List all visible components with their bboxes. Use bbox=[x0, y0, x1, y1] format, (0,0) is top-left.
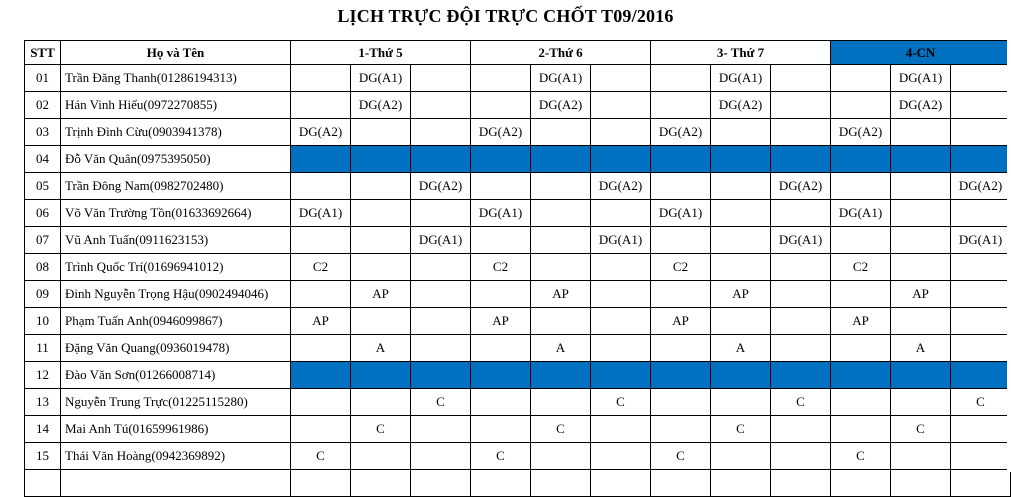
duty-cell[interactable] bbox=[651, 227, 711, 254]
duty-cell[interactable] bbox=[711, 308, 771, 335]
duty-cell[interactable] bbox=[411, 254, 471, 281]
row-stt[interactable]: 01 bbox=[25, 65, 61, 92]
duty-cell[interactable] bbox=[351, 146, 411, 173]
duty-cell[interactable] bbox=[471, 281, 531, 308]
duty-cell[interactable] bbox=[351, 308, 411, 335]
duty-cell[interactable] bbox=[411, 308, 471, 335]
row-stt[interactable] bbox=[25, 470, 61, 497]
duty-cell[interactable] bbox=[951, 443, 1011, 470]
row-name[interactable]: Mai Anh Tú(01659961986) bbox=[61, 416, 291, 443]
duty-cell[interactable]: DG(A2) bbox=[351, 92, 411, 119]
duty-cell[interactable]: DG(A2) bbox=[471, 119, 531, 146]
duty-cell[interactable] bbox=[591, 92, 651, 119]
duty-cell[interactable] bbox=[351, 443, 411, 470]
duty-cell[interactable] bbox=[591, 119, 651, 146]
duty-cell[interactable] bbox=[531, 443, 591, 470]
row-name[interactable]: Phạm Tuấn Anh(0946099867) bbox=[61, 308, 291, 335]
duty-cell[interactable]: DG(A1) bbox=[771, 227, 831, 254]
duty-schedule-table bbox=[24, 40, 1011, 497]
row-name[interactable]: Trần Đăng Thanh(01286194313) bbox=[61, 65, 291, 92]
duty-cell[interactable] bbox=[471, 92, 531, 119]
duty-cell[interactable]: DG(A1) bbox=[591, 227, 651, 254]
row-stt[interactable]: 14 bbox=[25, 416, 61, 443]
duty-cell[interactable]: C bbox=[471, 443, 531, 470]
row-name[interactable]: Thái Văn Hoàng(0942369892) bbox=[61, 443, 291, 470]
row-name[interactable]: Nguyễn Trung Trực(01225115280) bbox=[61, 389, 291, 416]
header-day-3[interactable]: 3- Thứ 7 bbox=[651, 41, 831, 65]
duty-cell[interactable] bbox=[291, 227, 351, 254]
row-stt[interactable]: 05 bbox=[25, 173, 61, 200]
duty-cell[interactable] bbox=[591, 254, 651, 281]
header-stt[interactable]: STT bbox=[25, 41, 61, 65]
duty-cell[interactable] bbox=[651, 470, 711, 497]
duty-cell[interactable]: AP bbox=[291, 308, 351, 335]
duty-cell[interactable] bbox=[351, 119, 411, 146]
duty-cell[interactable] bbox=[591, 281, 651, 308]
duty-cell[interactable] bbox=[411, 470, 471, 497]
duty-cell[interactable]: AP bbox=[711, 281, 771, 308]
table-row bbox=[25, 416, 1011, 443]
duty-cell[interactable] bbox=[351, 173, 411, 200]
duty-cell[interactable]: DG(A2) bbox=[771, 173, 831, 200]
page-title: LỊCH TRỰC ĐỘI TRỰC CHỐT T09/2016 bbox=[337, 6, 674, 26]
duty-cell[interactable] bbox=[291, 389, 351, 416]
header-day-4[interactable]: 4-CN bbox=[831, 41, 1011, 65]
duty-cell[interactable] bbox=[351, 200, 411, 227]
duty-cell[interactable] bbox=[411, 362, 471, 389]
table-row bbox=[25, 281, 1011, 308]
duty-cell[interactable] bbox=[711, 443, 771, 470]
duty-cell[interactable] bbox=[891, 227, 951, 254]
duty-cell[interactable] bbox=[651, 335, 711, 362]
duty-cell[interactable] bbox=[831, 470, 891, 497]
duty-cell[interactable]: C bbox=[951, 389, 1011, 416]
table-row bbox=[25, 254, 1011, 281]
duty-cell[interactable] bbox=[831, 227, 891, 254]
duty-cell[interactable] bbox=[891, 146, 951, 173]
row-stt[interactable]: 06 bbox=[25, 200, 61, 227]
duty-cell[interactable]: DG(A1) bbox=[711, 65, 771, 92]
duty-cell[interactable] bbox=[831, 362, 891, 389]
duty-cell[interactable]: AP bbox=[831, 308, 891, 335]
duty-cell[interactable] bbox=[891, 173, 951, 200]
duty-cell[interactable] bbox=[831, 65, 891, 92]
duty-cell[interactable] bbox=[351, 389, 411, 416]
duty-cell[interactable] bbox=[591, 335, 651, 362]
table-row bbox=[25, 389, 1011, 416]
duty-cell[interactable] bbox=[411, 119, 471, 146]
duty-cell[interactable]: C bbox=[411, 389, 471, 416]
duty-cell[interactable]: C bbox=[591, 389, 651, 416]
row-stt[interactable]: 15 bbox=[25, 443, 61, 470]
duty-cell[interactable] bbox=[351, 470, 411, 497]
duty-cell[interactable] bbox=[471, 362, 531, 389]
duty-cell[interactable] bbox=[591, 470, 651, 497]
table-row bbox=[25, 362, 1011, 389]
duty-cell[interactable]: DG(A1) bbox=[651, 200, 711, 227]
duty-cell[interactable]: C bbox=[351, 416, 411, 443]
duty-cell[interactable] bbox=[711, 254, 771, 281]
header-name[interactable]: Họ và Tên bbox=[61, 41, 291, 65]
duty-cell[interactable] bbox=[771, 335, 831, 362]
row-name[interactable]: Trình Quốc Trí(01696941012) bbox=[61, 254, 291, 281]
duty-cell[interactable] bbox=[831, 92, 891, 119]
duty-cell[interactable] bbox=[831, 335, 891, 362]
duty-cell[interactable]: C2 bbox=[291, 254, 351, 281]
duty-cell[interactable]: DG(A2) bbox=[591, 173, 651, 200]
duty-cell[interactable] bbox=[771, 65, 831, 92]
duty-cell[interactable]: C bbox=[891, 416, 951, 443]
duty-cell[interactable]: A bbox=[891, 335, 951, 362]
table-row bbox=[25, 65, 1011, 92]
table-row bbox=[25, 92, 1011, 119]
duty-cell[interactable] bbox=[351, 254, 411, 281]
duty-cell[interactable] bbox=[471, 173, 531, 200]
duty-cell[interactable]: C bbox=[531, 416, 591, 443]
duty-cell[interactable] bbox=[471, 470, 531, 497]
clip-edge bbox=[1007, 40, 1011, 472]
duty-cell[interactable] bbox=[411, 443, 471, 470]
duty-cell[interactable] bbox=[951, 254, 1011, 281]
table-row bbox=[25, 470, 1011, 497]
duty-cell[interactable]: AP bbox=[531, 281, 591, 308]
duty-cell[interactable] bbox=[771, 254, 831, 281]
duty-cell[interactable]: C2 bbox=[651, 254, 711, 281]
table-row bbox=[25, 173, 1011, 200]
row-stt[interactable]: 09 bbox=[25, 281, 61, 308]
table-row bbox=[25, 200, 1011, 227]
duty-cell[interactable] bbox=[531, 389, 591, 416]
duty-cell[interactable] bbox=[831, 281, 891, 308]
duty-cell[interactable] bbox=[591, 200, 651, 227]
duty-cell[interactable] bbox=[891, 119, 951, 146]
duty-cell[interactable]: A bbox=[711, 335, 771, 362]
duty-cell[interactable]: C bbox=[771, 389, 831, 416]
duty-cell[interactable]: C bbox=[711, 416, 771, 443]
duty-cell[interactable] bbox=[531, 119, 591, 146]
duty-cell[interactable] bbox=[291, 65, 351, 92]
duty-cell[interactable]: DG(A2) bbox=[711, 92, 771, 119]
duty-cell[interactable] bbox=[471, 416, 531, 443]
row-stt[interactable]: 13 bbox=[25, 389, 61, 416]
table-row bbox=[25, 119, 1011, 146]
duty-cell[interactable]: DG(A1) bbox=[471, 200, 531, 227]
duty-cell[interactable] bbox=[711, 119, 771, 146]
duty-cell[interactable] bbox=[411, 281, 471, 308]
duty-cell[interactable]: DG(A1) bbox=[351, 65, 411, 92]
duty-cell[interactable] bbox=[771, 308, 831, 335]
duty-cell[interactable] bbox=[591, 362, 651, 389]
row-name[interactable]: Đinh Nguyễn Trọng Hậu(0902494046) bbox=[61, 281, 291, 308]
duty-cell[interactable] bbox=[591, 416, 651, 443]
duty-cell[interactable] bbox=[951, 308, 1011, 335]
duty-cell[interactable] bbox=[951, 65, 1011, 92]
duty-cell[interactable] bbox=[411, 92, 471, 119]
duty-cell[interactable] bbox=[891, 443, 951, 470]
row-name[interactable]: Võ Văn Trường Tồn(01633692664) bbox=[61, 200, 291, 227]
duty-cell[interactable] bbox=[651, 65, 711, 92]
table-row bbox=[25, 308, 1011, 335]
duty-cell[interactable]: C bbox=[831, 443, 891, 470]
duty-cell[interactable] bbox=[951, 335, 1011, 362]
duty-cell[interactable] bbox=[411, 146, 471, 173]
table-row bbox=[25, 335, 1011, 362]
row-stt[interactable]: 10 bbox=[25, 308, 61, 335]
duty-cell[interactable] bbox=[771, 119, 831, 146]
duty-cell[interactable] bbox=[831, 389, 891, 416]
duty-cell[interactable] bbox=[531, 146, 591, 173]
duty-cell[interactable] bbox=[711, 173, 771, 200]
duty-cell[interactable]: DG(A2) bbox=[291, 119, 351, 146]
row-stt[interactable]: 11 bbox=[25, 335, 61, 362]
duty-cell[interactable] bbox=[771, 443, 831, 470]
duty-cell[interactable] bbox=[891, 362, 951, 389]
duty-cell[interactable] bbox=[471, 227, 531, 254]
row-name[interactable]: Đặng Văn Quang(0936019478) bbox=[61, 335, 291, 362]
duty-cell[interactable] bbox=[531, 254, 591, 281]
duty-cell[interactable] bbox=[711, 227, 771, 254]
duty-cell[interactable] bbox=[711, 470, 771, 497]
duty-cell[interactable] bbox=[651, 416, 711, 443]
duty-cell[interactable] bbox=[351, 362, 411, 389]
duty-cell[interactable] bbox=[951, 200, 1011, 227]
duty-cell[interactable] bbox=[891, 200, 951, 227]
duty-cell[interactable]: DG(A1) bbox=[291, 200, 351, 227]
duty-cell[interactable]: DG(A2) bbox=[891, 92, 951, 119]
duty-cell[interactable] bbox=[411, 65, 471, 92]
duty-cell[interactable]: DG(A2) bbox=[411, 173, 471, 200]
row-stt[interactable]: 02 bbox=[25, 92, 61, 119]
duty-cell[interactable]: A bbox=[351, 335, 411, 362]
duty-cell[interactable] bbox=[951, 92, 1011, 119]
duty-cell[interactable] bbox=[831, 146, 891, 173]
duty-cell[interactable] bbox=[831, 416, 891, 443]
duty-cell[interactable]: DG(A1) bbox=[831, 200, 891, 227]
duty-cell[interactable] bbox=[891, 389, 951, 416]
header-row bbox=[25, 41, 1011, 65]
row-stt[interactable]: 03 bbox=[25, 119, 61, 146]
duty-cell[interactable] bbox=[531, 470, 591, 497]
duty-cell[interactable] bbox=[591, 308, 651, 335]
duty-cell[interactable]: C2 bbox=[831, 254, 891, 281]
duty-cell[interactable] bbox=[591, 65, 651, 92]
row-name[interactable]: Hán Vinh Hiếu(0972270855) bbox=[61, 92, 291, 119]
duty-cell[interactable]: DG(A2) bbox=[651, 119, 711, 146]
duty-cell[interactable] bbox=[771, 200, 831, 227]
duty-cell[interactable]: AP bbox=[651, 308, 711, 335]
duty-cell[interactable] bbox=[471, 146, 531, 173]
duty-cell[interactable] bbox=[771, 416, 831, 443]
duty-cell[interactable]: C bbox=[651, 443, 711, 470]
duty-cell[interactable] bbox=[651, 389, 711, 416]
duty-cell[interactable]: A bbox=[531, 335, 591, 362]
duty-cell[interactable] bbox=[411, 416, 471, 443]
duty-cell[interactable]: AP bbox=[471, 308, 531, 335]
duty-cell[interactable] bbox=[891, 254, 951, 281]
duty-cell[interactable] bbox=[471, 65, 531, 92]
duty-cell[interactable] bbox=[771, 146, 831, 173]
duty-cell[interactable] bbox=[951, 362, 1011, 389]
duty-cell[interactable]: DG(A1) bbox=[531, 65, 591, 92]
row-stt[interactable]: 08 bbox=[25, 254, 61, 281]
duty-cell[interactable] bbox=[951, 281, 1011, 308]
duty-cell[interactable]: DG(A2) bbox=[531, 92, 591, 119]
duty-cell[interactable] bbox=[531, 173, 591, 200]
duty-cell[interactable] bbox=[291, 362, 351, 389]
duty-cell[interactable] bbox=[591, 146, 651, 173]
duty-cell[interactable] bbox=[291, 335, 351, 362]
duty-cell[interactable] bbox=[891, 470, 951, 497]
duty-cell[interactable]: DG(A2) bbox=[831, 119, 891, 146]
duty-cell[interactable] bbox=[651, 92, 711, 119]
duty-cell[interactable] bbox=[351, 227, 411, 254]
duty-cell[interactable] bbox=[411, 335, 471, 362]
duty-cell[interactable] bbox=[651, 362, 711, 389]
row-name[interactable] bbox=[61, 470, 291, 497]
duty-cell[interactable]: DG(A1) bbox=[951, 227, 1011, 254]
header-day-1[interactable]: 1-Thứ 5 bbox=[291, 41, 471, 65]
table-row bbox=[25, 227, 1011, 254]
duty-cell[interactable] bbox=[711, 389, 771, 416]
duty-cell[interactable] bbox=[531, 308, 591, 335]
duty-cell[interactable] bbox=[291, 92, 351, 119]
duty-cell[interactable] bbox=[651, 281, 711, 308]
duty-cell[interactable] bbox=[291, 416, 351, 443]
row-stt[interactable]: 04 bbox=[25, 146, 61, 173]
duty-cell[interactable]: DG(A2) bbox=[951, 173, 1011, 200]
duty-cell[interactable] bbox=[951, 470, 1011, 497]
duty-cell[interactable] bbox=[771, 92, 831, 119]
row-name[interactable]: Trịnh Đình Cừu(0903941378) bbox=[61, 119, 291, 146]
duty-cell[interactable] bbox=[771, 362, 831, 389]
duty-cell[interactable] bbox=[591, 443, 651, 470]
duty-cell[interactable] bbox=[531, 362, 591, 389]
duty-cell[interactable]: DG(A1) bbox=[891, 65, 951, 92]
duty-cell[interactable] bbox=[291, 146, 351, 173]
duty-cell[interactable] bbox=[531, 227, 591, 254]
duty-cell[interactable] bbox=[711, 146, 771, 173]
duty-cell[interactable] bbox=[291, 173, 351, 200]
duty-cell[interactable] bbox=[891, 308, 951, 335]
row-stt[interactable]: 12 bbox=[25, 362, 61, 389]
duty-cell[interactable] bbox=[951, 146, 1011, 173]
duty-cell[interactable] bbox=[651, 146, 711, 173]
row-name[interactable]: Đào Văn Sơn(01266008714) bbox=[61, 362, 291, 389]
table-row bbox=[25, 443, 1011, 470]
row-name[interactable]: Đỗ Văn Quân(0975395050) bbox=[61, 146, 291, 173]
duty-cell[interactable] bbox=[951, 416, 1011, 443]
duty-cell[interactable] bbox=[711, 200, 771, 227]
duty-cell[interactable] bbox=[471, 389, 531, 416]
duty-cell[interactable] bbox=[291, 470, 351, 497]
duty-cell[interactable] bbox=[771, 281, 831, 308]
duty-cell[interactable]: C2 bbox=[471, 254, 531, 281]
duty-cell[interactable]: AP bbox=[891, 281, 951, 308]
duty-cell[interactable] bbox=[711, 362, 771, 389]
duty-cell[interactable]: C bbox=[291, 443, 351, 470]
row-name[interactable]: Vũ Anh Tuấn(0911623153) bbox=[61, 227, 291, 254]
table-row bbox=[25, 146, 1011, 173]
row-name[interactable]: Trần Đông Nam(0982702480) bbox=[61, 173, 291, 200]
duty-cell[interactable] bbox=[291, 281, 351, 308]
duty-cell[interactable] bbox=[651, 173, 711, 200]
duty-cell[interactable] bbox=[411, 200, 471, 227]
duty-cell[interactable] bbox=[471, 335, 531, 362]
duty-cell[interactable] bbox=[771, 470, 831, 497]
duty-cell[interactable] bbox=[531, 200, 591, 227]
duty-cell[interactable]: DG(A1) bbox=[411, 227, 471, 254]
duty-cell[interactable]: AP bbox=[351, 281, 411, 308]
duty-cell[interactable] bbox=[831, 173, 891, 200]
row-stt[interactable]: 07 bbox=[25, 227, 61, 254]
duty-cell[interactable] bbox=[951, 119, 1011, 146]
header-day-2[interactable]: 2-Thứ 6 bbox=[471, 41, 651, 65]
